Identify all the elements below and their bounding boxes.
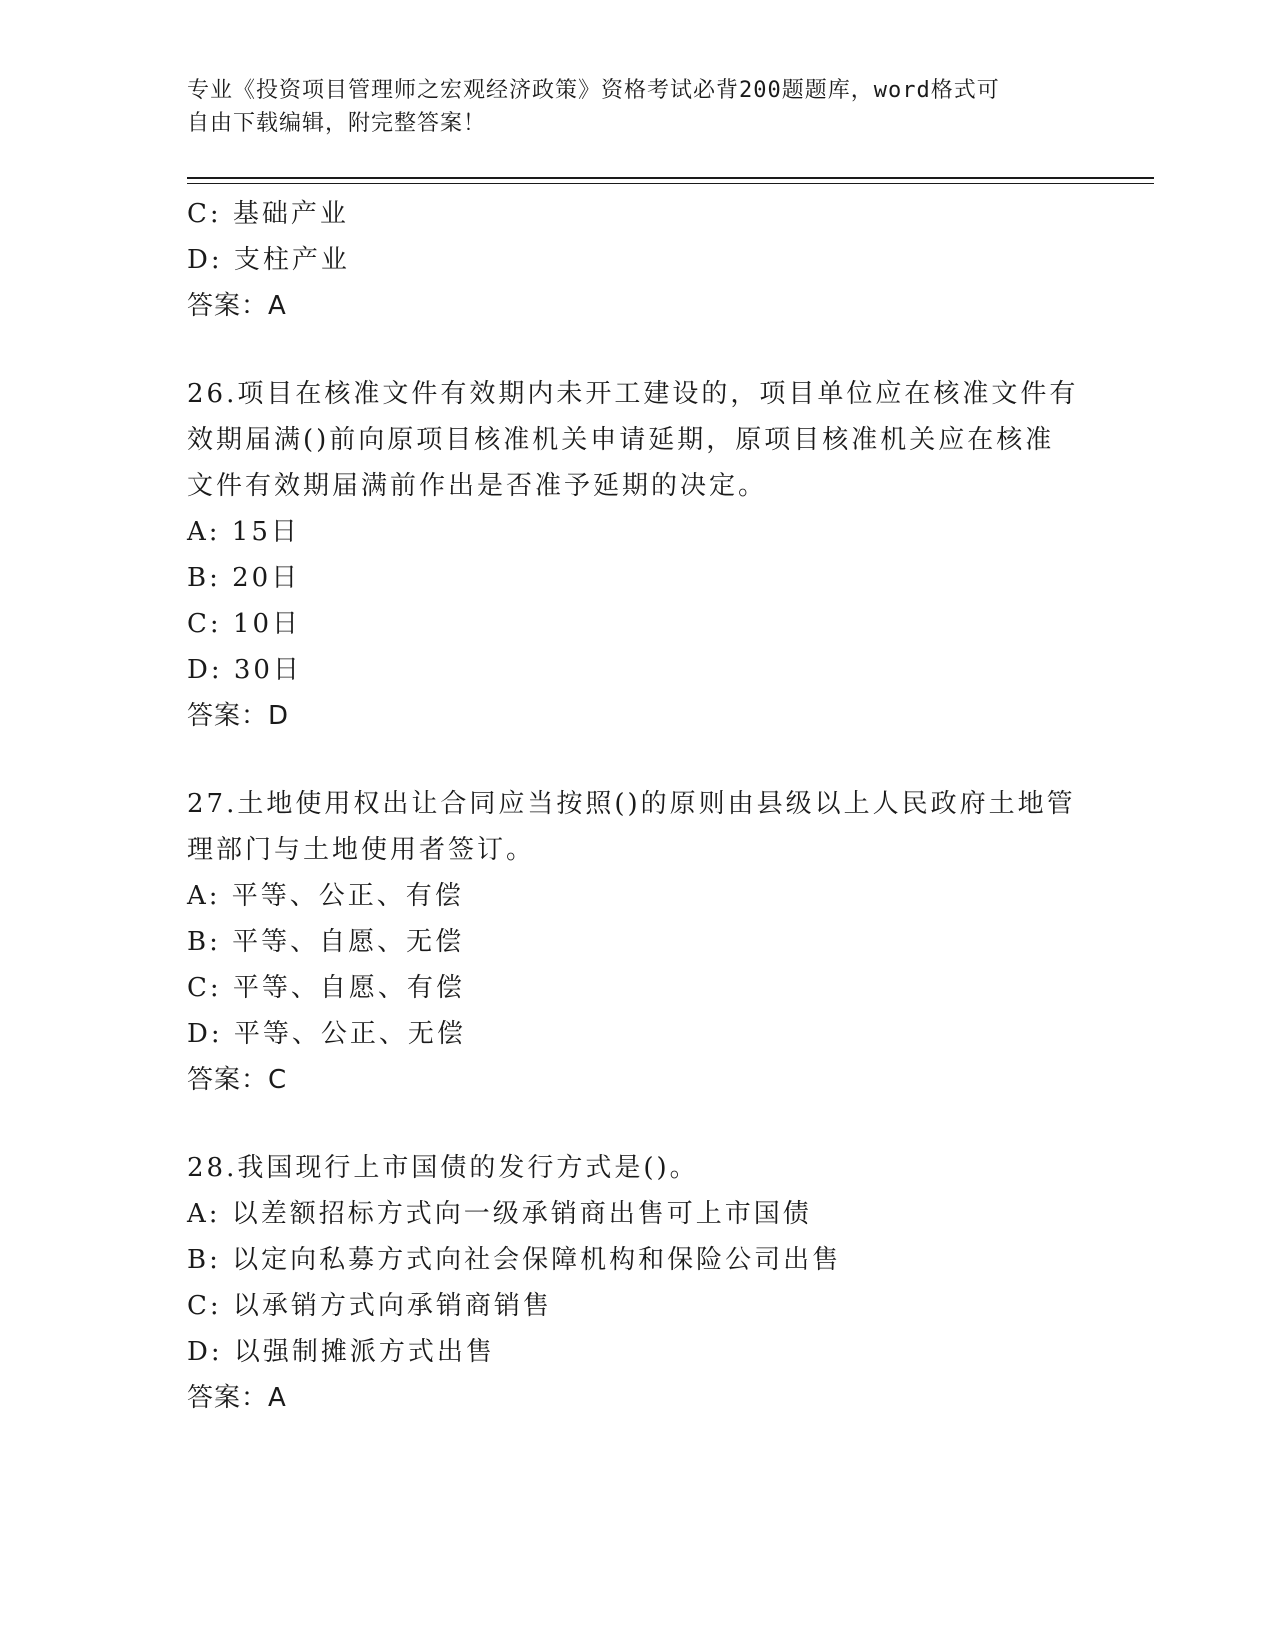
question-text-line: 理部门与土地使用者签订。 [187,835,536,865]
header-divider [187,177,1154,179]
question-26 [187,371,1087,739]
answer-line: 答案：D [187,701,290,731]
option-b: B: 以定向私募方式向社会保障机构和保险公司出售 [187,1245,842,1275]
question-text-line: 文件有效期届满前作出是否准予延期的决定。 [187,471,768,501]
question-text-line: 27.土地使用权出让合同应当按照()的原则由县级以上人民政府土地管 [187,789,1076,819]
option-b: B: 20日 [187,563,301,593]
answer-line: 答案：A [187,1383,287,1413]
option-d: D: 支柱产业 [187,245,350,275]
option-c: C: 以承销方式向承销商销售 [187,1291,552,1321]
header-line-1: 专业《投资项目管理师之宏观经济政策》资格考试必背200题题库，word格式可 [187,78,1000,103]
option-c: C: 平等、自愿、有偿 [187,973,465,1003]
question-28 [187,1145,1087,1421]
question-text-line: 效期届满()前向原项目核准机关申请延期，原项目核准机关应在核准 [187,425,1055,455]
option-d: D: 30日 [187,655,302,685]
option-a: A: 以差额招标方式向一级承销商出售可上市国债 [187,1199,812,1229]
header-divider-thin [187,183,1154,184]
option-a: A: 15日 [187,517,300,547]
answer-line: 答案：A [187,291,287,321]
option-c: C: 10日 [187,609,302,639]
question-text-line: 26.项目在核准文件有效期内未开工建设的，项目单位应在核准文件有 [187,379,1079,409]
question-27 [187,781,1087,1103]
prev-question-block [187,191,1087,329]
option-d: D: 平等、公正、无偿 [187,1019,466,1049]
option-d: D: 以强制摊派方式出售 [187,1337,495,1367]
answer-line: 答案：C [187,1065,288,1095]
document-header [187,74,1087,140]
option-a: A: 平等、公正、有偿 [187,881,464,911]
header-line-2: 自由下载编辑，附完整答案！ [187,111,487,136]
option-b: B: 平等、自愿、无偿 [187,927,465,957]
document-body [187,191,1087,1421]
option-c: C: 基础产业 [187,199,349,229]
question-text-line: 28.我国现行上市国债的发行方式是()。 [187,1153,699,1183]
